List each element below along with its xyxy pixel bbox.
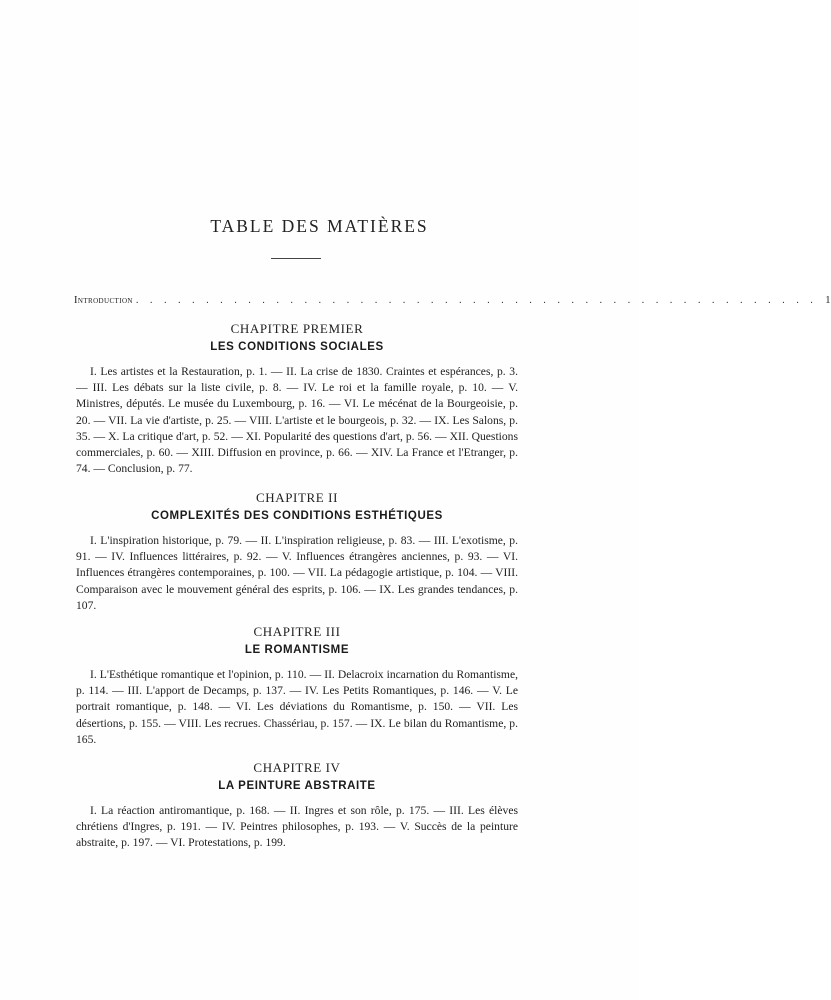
chapter-title: COMPLEXITÉS DES CONDITIONS ESTHÉTIQUES: [151, 510, 443, 522]
chapter-3-section: [76, 624, 518, 748]
introduction-label: Introduction: [74, 295, 133, 306]
dot-leader: . . . . . . . . . . . . . . . . . . . . . . . . . . . . . . . . . . . . . . . . . . . . . . . . .: [135, 295, 818, 306]
chapter-heading: CHAPITRE II: [255, 490, 339, 505]
chapter-1-section: [76, 321, 518, 477]
chapter-summary: I. L'inspiration historique, p. 79. — II. L'inspiration religieuse, p. 83. — III. L'exotisme, p. 91. — IV. Influences littéraires, p. 92. — V. Influences étrangères anciennes, p. 93. — VI. Influences étrangères contemporaines, p. 100. — VII. La pédagogie artistique, p. 104. — VIII. Comparaison avec le mouvement général des esprits, p. 106. — IX. Les grandes tendances, p. 107.: [76, 534, 518, 612]
chapter-heading: CHAPITRE PREMIER: [230, 321, 364, 336]
chapter-title: LES CONDITIONS SOCIALES: [210, 341, 384, 353]
chapter-title: LA PEINTURE ABSTRAITE: [218, 780, 376, 792]
chapter-summary: I. L'Esthétique romantique et l'opinion, p. 110. — II. Delacroix incarnation du Romantisme, p. 114. — III. L'apport de Decamps, p. 137. — IV. Les Petits Romantiques, p. 146. — V. Le portrait romantique, p. 148. — VI. Les déviations du Romantisme, p. 150. — VII. Les désertions, p. 155. — VIII. Les recrues. Chassériau, p. 157. — IX. Le bilan du Romantisme, p. 165.: [76, 668, 518, 746]
chapter-2-section: [76, 490, 518, 614]
introduction-page-number: 1: [825, 295, 831, 306]
chapter-heading: CHAPITRE III: [253, 624, 341, 639]
chapter-summary: I. La réaction antiromantique, p. 168. — II. Ingres et son rôle, p. 175. — III. Les élèves chrétiens d'Ingres, p. 191. — IV. Peintres philosophes, p. 193. — V. Succès de la peinture abstraite, p. 197. — VI. Protestations, p. 199.: [76, 804, 518, 850]
introduction-entry: [74, 295, 831, 306]
chapter-heading: CHAPITRE IV: [253, 760, 341, 775]
title-divider: [271, 258, 321, 259]
chapter-summary: I. Les artistes et la Restauration, p. 1. — II. La crise de 1830. Craintes et espérances, p. 3. — III. Les débats sur la liste civile, p. 8. — IV. Le roi et la famille royale, p. 10. — V. Ministres, députés. Le musée du Luxembourg, p. 16. — VI. Le mécénat de la Bourgeoisie, p. 20. — VII. La vie d'artiste, p. 25. — VIII. L'artiste et le bourgeois, p. 32. — IX. Les Salons, p. 35. — X. La critique d'art, p. 52. — XI. Popularité des questions d'art, p. 56. — XII. Questions commerciales, p. 60. — XIII. Diffusion en province, p. 66. — XIV. La France et l'Etranger, p. 74. — Conclusion, p. 77.: [76, 365, 518, 476]
page-title: TABLE DES MATIÈRES: [210, 216, 429, 236]
chapter-4-section: [76, 760, 518, 852]
chapter-title: LE ROMANTISME: [244, 644, 350, 656]
